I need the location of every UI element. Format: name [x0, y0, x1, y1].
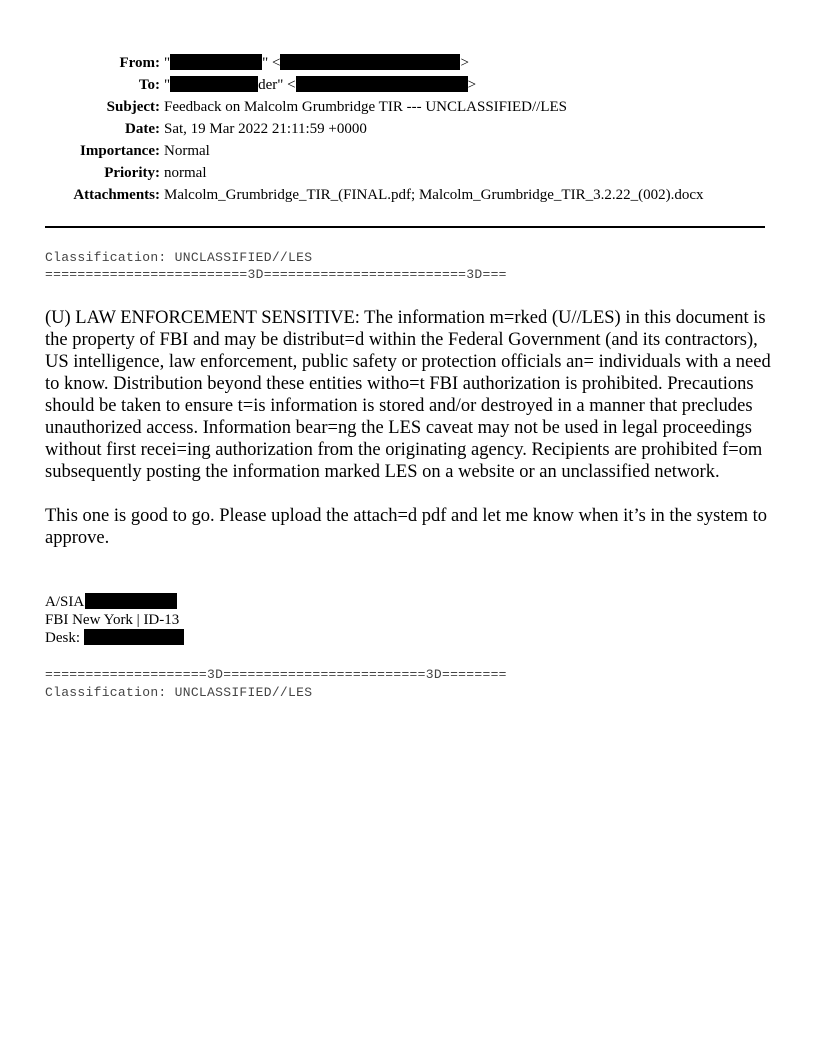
signature-title-line [45, 593, 184, 611]
to-value [164, 74, 476, 96]
importance-label: Importance: [80, 143, 160, 159]
to-name-tail: der" < [258, 77, 296, 93]
date-row [0, 118, 816, 140]
signature-desk-line [45, 629, 184, 647]
from-value [164, 52, 469, 74]
redaction-box [296, 76, 468, 92]
redaction-box [170, 54, 262, 70]
attachments-row [0, 184, 816, 206]
redaction-box [84, 629, 184, 645]
to-close: > [467, 77, 477, 93]
attachments-value: Malcolm_Grumbridge_TIR_(FINAL.pdf; Malcolm_Grumbridge_TIR_3.2.22_(002).docx [164, 187, 704, 203]
les-notice-paragraph: (U) LAW ENFORCEMENT SENSITIVE: The information m=rked (U//LES) in this document is the property of FBI and may be distribut=d within the Federal Government (and its contractors), US intelligence, law enforcement, public safety or protection officials an= individuals with a need to know. Distribution beyond these entities witho=t FBI authorization is prohibited. Precautions should be taken to ensure t=is information is stored and/or destroyed in a manner that precludes unauthorized access. Information bear=ng the LES caveat may not be used in legal proceedings without first recei=ing authorization from the originating agency. Recipients are prohibited f=om subsequently posting the information marked LES on a website or an unclassified network. [45, 308, 771, 482]
redaction-box [280, 54, 460, 70]
signature-office: FBI New York | ID-13 [45, 612, 180, 628]
bottom-separator: ====================3D=========================3D======== [45, 667, 507, 682]
signature-desk-label: Desk: [45, 630, 80, 646]
date-label: Date: [125, 121, 160, 137]
date-value: Sat, 19 Mar 2022 21:11:59 +0000 [164, 121, 367, 137]
redaction-box [170, 76, 258, 92]
priority-value: normal [164, 165, 207, 181]
subject-row [0, 96, 816, 118]
priority-label: Priority: [104, 165, 160, 181]
from-close: > [460, 55, 469, 71]
importance-row [0, 140, 816, 162]
message-body [45, 307, 773, 549]
to-label: To: [138, 77, 160, 93]
subject-label: Subject: [106, 99, 160, 115]
email-header [0, 52, 816, 206]
importance-value: Normal [164, 143, 210, 159]
attachments-label: Attachments: [73, 187, 160, 203]
bottom-classification: Classification: UNCLASSIFIED//LES [45, 685, 313, 700]
top-classification: Classification: UNCLASSIFIED//LES [45, 250, 313, 265]
signature-title: A/SIA [45, 594, 85, 610]
from-row [0, 52, 816, 74]
header-divider [45, 226, 765, 228]
subject-value: Feedback on Malcolm Grumbridge TIR --- UNCLASSIFIED//LES [164, 99, 568, 115]
to-quote-open: " [164, 77, 171, 93]
priority-row [0, 162, 816, 184]
message-paragraph: This one is good to go. Please upload the attach=d pdf and let me know when it’s in the system to approve. [45, 506, 768, 548]
top-separator: =========================3D=========================3D=== [45, 267, 507, 282]
from-label: From: [119, 55, 160, 71]
signature-block [45, 593, 184, 647]
from-quote-open: " [164, 55, 171, 71]
redaction-box [85, 593, 177, 609]
to-row [0, 74, 816, 96]
from-quote-mid: " < [262, 55, 281, 71]
